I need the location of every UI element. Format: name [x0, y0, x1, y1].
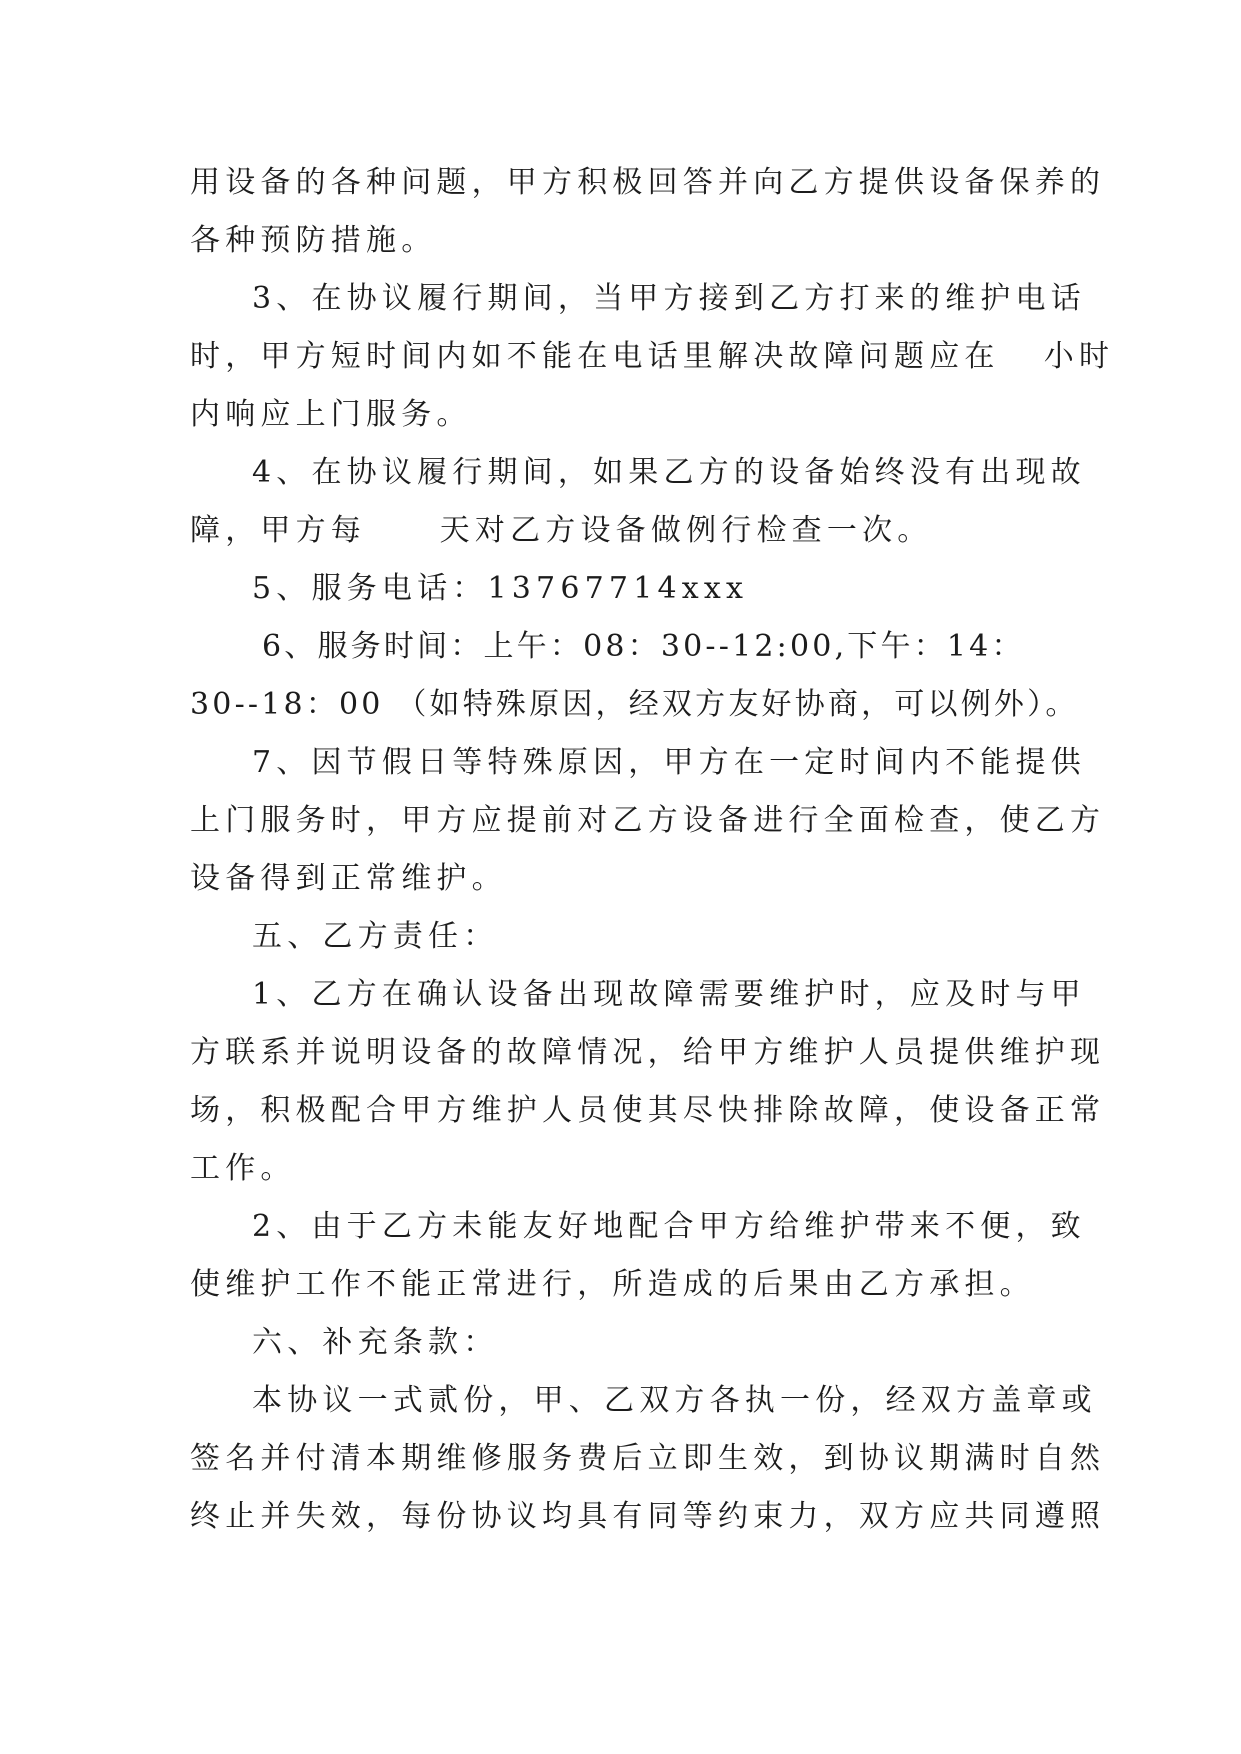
section-heading: 六、补充条款：	[252, 1325, 499, 1360]
text-line: 内响应上门服务。	[190, 397, 472, 432]
text-line: 用设备的各种问题，甲方积极回答并向乙方提供设备保养的	[190, 165, 1106, 200]
text-line: 使维护工作不能正常进行，所造成的后果由乙方承担。	[190, 1267, 1035, 1302]
text-line: 方联系并说明设备的故障情况，给甲方维护人员提供维护现	[190, 1035, 1106, 1070]
text-line: 7、因节假日等特殊原因，甲方在一定时间内不能提供	[252, 745, 1086, 780]
text-line: 终止并失效，每份协议均具有同等约束力，双方应共同遵照	[190, 1499, 1106, 1534]
text-line: 本协议一式贰份，甲、乙双方各执一份，经双方盖章或	[252, 1383, 1097, 1418]
text-line: 2、由于乙方未能友好地配合甲方给维护带来不便，致	[252, 1209, 1086, 1244]
section-heading: 五、乙方责任：	[252, 919, 499, 954]
text-line: 障，甲方每 天对乙方设备做例行检查一次。	[190, 513, 933, 548]
text-line: 3、在协议履行期间，当甲方接到乙方打来的维护电话	[252, 281, 1086, 316]
text-line: 5、服务电话：13767714xxx	[252, 571, 749, 606]
text-line: 1、乙方在确认设备出现故障需要维护时，应及时与甲	[252, 977, 1086, 1012]
text-line: 工作。	[190, 1151, 296, 1186]
text-line: 签名并付清本期维修服务费后立即生效，到协议期满时自然	[190, 1441, 1106, 1476]
text-line: 设备得到正常维护。	[190, 861, 507, 896]
text-line: 30--18：00 （如特殊原因，经双方友好协商，可以例外）。	[190, 687, 1079, 722]
text-line: 4、在协议履行期间，如果乙方的设备始终没有出现故	[252, 455, 1086, 490]
text-line: 6、服务时间：上午：08：30--12:00,下午：14：	[262, 629, 1025, 664]
text-line: 场，积极配合甲方维护人员使其尽快排除故障，使设备正常	[190, 1093, 1106, 1128]
text-line: 上门服务时，甲方应提前对乙方设备进行全面检查，使乙方	[190, 803, 1106, 838]
text-line: 各种预防措施。	[190, 223, 437, 258]
text-line: 时，甲方短时间内如不能在电话里解决故障问题应在 小时	[190, 339, 1115, 374]
